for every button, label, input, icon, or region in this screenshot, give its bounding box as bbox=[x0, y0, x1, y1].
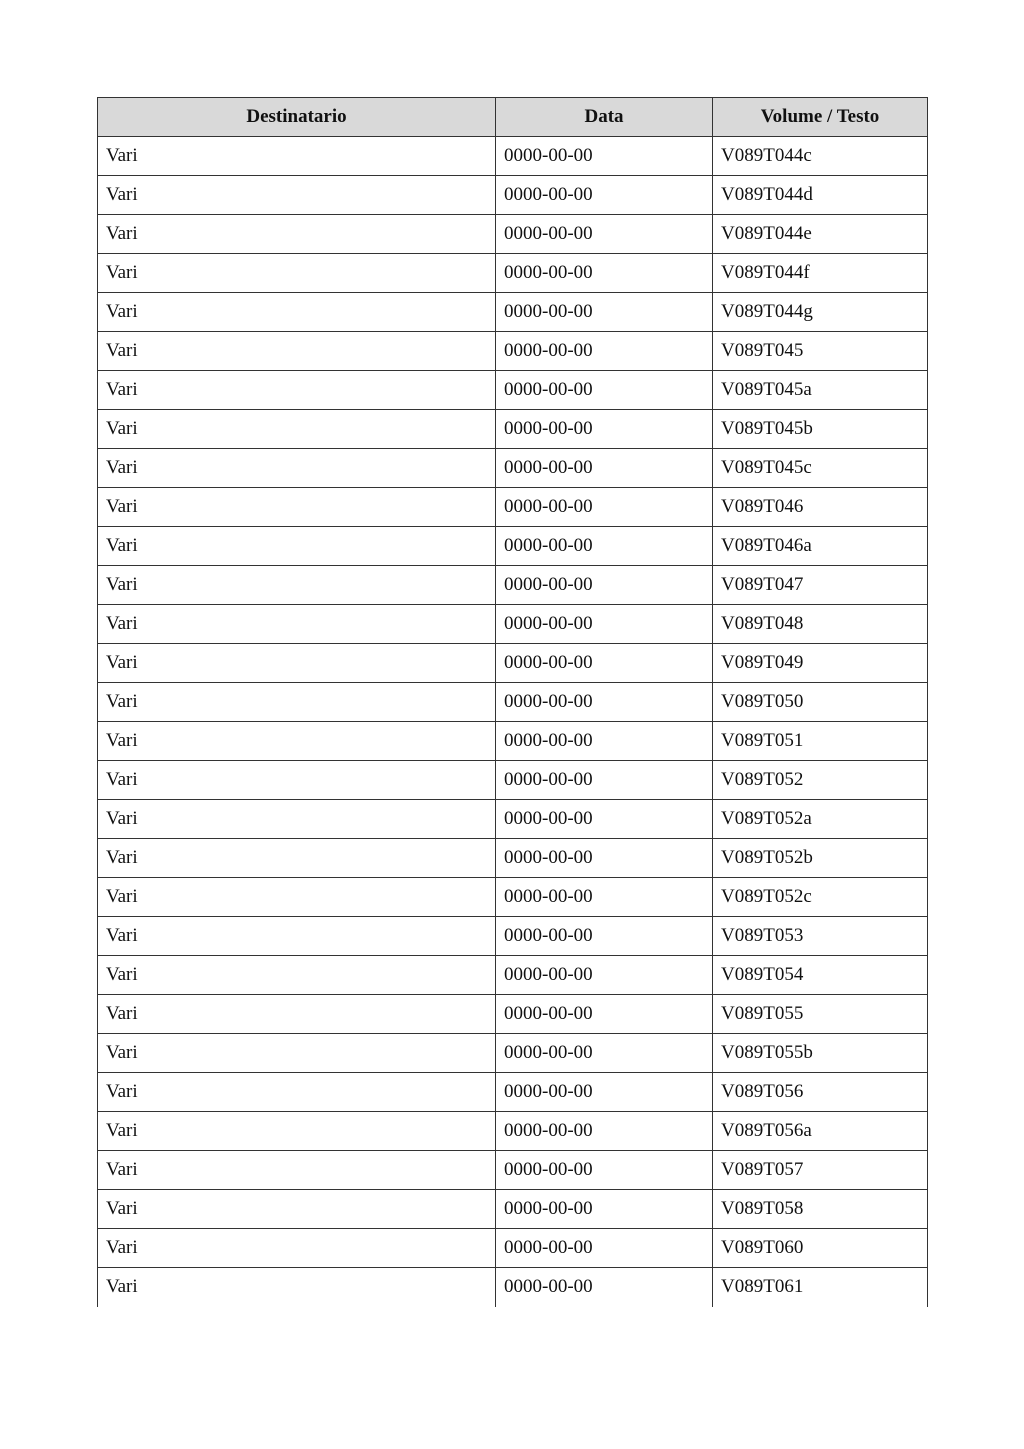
cell-data: 0000-00-00 bbox=[496, 644, 713, 683]
cell-destinatario: Vari bbox=[98, 215, 496, 254]
table-row bbox=[98, 410, 928, 449]
table-row bbox=[98, 1073, 928, 1112]
cell-destinatario: Vari bbox=[98, 332, 496, 371]
cell-data: 0000-00-00 bbox=[496, 293, 713, 332]
table-row bbox=[98, 878, 928, 917]
table-row bbox=[98, 371, 928, 410]
table-row bbox=[98, 254, 928, 293]
cell-data: 0000-00-00 bbox=[496, 839, 713, 878]
cell-volume-testo: V089T049 bbox=[713, 644, 928, 683]
cell-destinatario: Vari bbox=[98, 800, 496, 839]
table-row bbox=[98, 722, 928, 761]
cell-destinatario: Vari bbox=[98, 605, 496, 644]
cell-volume-testo: V089T054 bbox=[713, 956, 928, 995]
cell-data: 0000-00-00 bbox=[496, 683, 713, 722]
cell-destinatario: Vari bbox=[98, 371, 496, 410]
cell-volume-testo: V089T052c bbox=[713, 878, 928, 917]
cell-data: 0000-00-00 bbox=[496, 410, 713, 449]
cell-destinatario: Vari bbox=[98, 917, 496, 956]
table-row bbox=[98, 644, 928, 683]
cell-destinatario: Vari bbox=[98, 254, 496, 293]
cell-destinatario: Vari bbox=[98, 995, 496, 1034]
table-row bbox=[98, 761, 928, 800]
table-row bbox=[98, 917, 928, 956]
table-row bbox=[98, 683, 928, 722]
table-row bbox=[98, 956, 928, 995]
header-data: Data bbox=[496, 98, 713, 137]
cell-destinatario: Vari bbox=[98, 1112, 496, 1151]
cell-data: 0000-00-00 bbox=[496, 1034, 713, 1073]
cell-destinatario: Vari bbox=[98, 449, 496, 488]
cell-destinatario: Vari bbox=[98, 1229, 496, 1268]
cell-data: 0000-00-00 bbox=[496, 371, 713, 410]
table-row bbox=[98, 1190, 928, 1229]
cell-destinatario: Vari bbox=[98, 566, 496, 605]
cell-volume-testo: V089T046a bbox=[713, 527, 928, 566]
table-row bbox=[98, 1034, 928, 1073]
cell-destinatario: Vari bbox=[98, 176, 496, 215]
cell-destinatario: Vari bbox=[98, 644, 496, 683]
cell-destinatario: Vari bbox=[98, 1151, 496, 1190]
letters-register-table bbox=[97, 97, 928, 1307]
cell-volume-testo: V089T055b bbox=[713, 1034, 928, 1073]
cell-volume-testo: V089T055 bbox=[713, 995, 928, 1034]
cell-volume-testo: V089T052a bbox=[713, 800, 928, 839]
cell-volume-testo: V089T044g bbox=[713, 293, 928, 332]
cell-volume-testo: V089T045a bbox=[713, 371, 928, 410]
cell-volume-testo: V089T058 bbox=[713, 1190, 928, 1229]
cell-data: 0000-00-00 bbox=[496, 1112, 713, 1151]
cell-volume-testo: V089T046 bbox=[713, 488, 928, 527]
cell-data: 0000-00-00 bbox=[496, 176, 713, 215]
table-row bbox=[98, 1151, 928, 1190]
cell-data: 0000-00-00 bbox=[496, 995, 713, 1034]
table-row bbox=[98, 605, 928, 644]
header-destinatario: Destinatario bbox=[98, 98, 496, 137]
cell-data: 0000-00-00 bbox=[496, 137, 713, 176]
cell-data: 0000-00-00 bbox=[496, 761, 713, 800]
cell-volume-testo: V089T053 bbox=[713, 917, 928, 956]
table-row bbox=[98, 449, 928, 488]
table-row bbox=[98, 137, 928, 176]
cell-data: 0000-00-00 bbox=[496, 722, 713, 761]
header-volume-testo: Volume / Testo bbox=[713, 98, 928, 137]
cell-data: 0000-00-00 bbox=[496, 605, 713, 644]
cell-data: 0000-00-00 bbox=[496, 488, 713, 527]
table-row bbox=[98, 176, 928, 215]
cell-destinatario: Vari bbox=[98, 956, 496, 995]
cell-volume-testo: V089T044f bbox=[713, 254, 928, 293]
cell-volume-testo: V089T044c bbox=[713, 137, 928, 176]
cell-data: 0000-00-00 bbox=[496, 917, 713, 956]
cell-volume-testo: V089T044e bbox=[713, 215, 928, 254]
cell-volume-testo: V089T052b bbox=[713, 839, 928, 878]
cell-volume-testo: V089T048 bbox=[713, 605, 928, 644]
cell-data: 0000-00-00 bbox=[496, 1229, 713, 1268]
cell-volume-testo: V089T060 bbox=[713, 1229, 928, 1268]
cell-volume-testo: V089T044d bbox=[713, 176, 928, 215]
table-row bbox=[98, 1229, 928, 1268]
cell-destinatario: Vari bbox=[98, 839, 496, 878]
cell-destinatario: Vari bbox=[98, 722, 496, 761]
cell-volume-testo: V089T050 bbox=[713, 683, 928, 722]
cell-destinatario: Vari bbox=[98, 1268, 496, 1307]
cell-data: 0000-00-00 bbox=[496, 878, 713, 917]
cell-volume-testo: V089T061 bbox=[713, 1268, 928, 1307]
cell-volume-testo: V089T045b bbox=[713, 410, 928, 449]
table-header bbox=[98, 98, 928, 137]
table-row bbox=[98, 1112, 928, 1151]
cell-destinatario: Vari bbox=[98, 761, 496, 800]
cell-data: 0000-00-00 bbox=[496, 1073, 713, 1112]
cell-data: 0000-00-00 bbox=[496, 449, 713, 488]
cell-volume-testo: V089T057 bbox=[713, 1151, 928, 1190]
table-row bbox=[98, 527, 928, 566]
cell-data: 0000-00-00 bbox=[496, 527, 713, 566]
header-row bbox=[98, 98, 928, 137]
table-row bbox=[98, 566, 928, 605]
cell-destinatario: Vari bbox=[98, 293, 496, 332]
cell-destinatario: Vari bbox=[98, 527, 496, 566]
cell-data: 0000-00-00 bbox=[496, 254, 713, 293]
cell-data: 0000-00-00 bbox=[496, 800, 713, 839]
cell-data: 0000-00-00 bbox=[496, 1151, 713, 1190]
table-row bbox=[98, 215, 928, 254]
cell-data: 0000-00-00 bbox=[496, 332, 713, 371]
cell-destinatario: Vari bbox=[98, 1073, 496, 1112]
table-row bbox=[98, 488, 928, 527]
cell-destinatario: Vari bbox=[98, 1190, 496, 1229]
table-row bbox=[98, 800, 928, 839]
cell-volume-testo: V089T056a bbox=[713, 1112, 928, 1151]
table-row bbox=[98, 995, 928, 1034]
cell-destinatario: Vari bbox=[98, 410, 496, 449]
cell-volume-testo: V089T056 bbox=[713, 1073, 928, 1112]
cell-destinatario: Vari bbox=[98, 683, 496, 722]
cell-data: 0000-00-00 bbox=[496, 215, 713, 254]
table-row bbox=[98, 839, 928, 878]
cell-volume-testo: V089T052 bbox=[713, 761, 928, 800]
cell-volume-testo: V089T047 bbox=[713, 566, 928, 605]
cell-destinatario: Vari bbox=[98, 137, 496, 176]
cell-destinatario: Vari bbox=[98, 878, 496, 917]
table-row bbox=[98, 1268, 928, 1307]
cell-data: 0000-00-00 bbox=[496, 566, 713, 605]
cell-volume-testo: V089T045c bbox=[713, 449, 928, 488]
cell-destinatario: Vari bbox=[98, 488, 496, 527]
cell-data: 0000-00-00 bbox=[496, 1268, 713, 1307]
cell-volume-testo: V089T051 bbox=[713, 722, 928, 761]
cell-data: 0000-00-00 bbox=[496, 956, 713, 995]
table-body bbox=[98, 137, 928, 1307]
table-row bbox=[98, 332, 928, 371]
cell-destinatario: Vari bbox=[98, 1034, 496, 1073]
cell-data: 0000-00-00 bbox=[496, 1190, 713, 1229]
cell-volume-testo: V089T045 bbox=[713, 332, 928, 371]
table-row bbox=[98, 293, 928, 332]
